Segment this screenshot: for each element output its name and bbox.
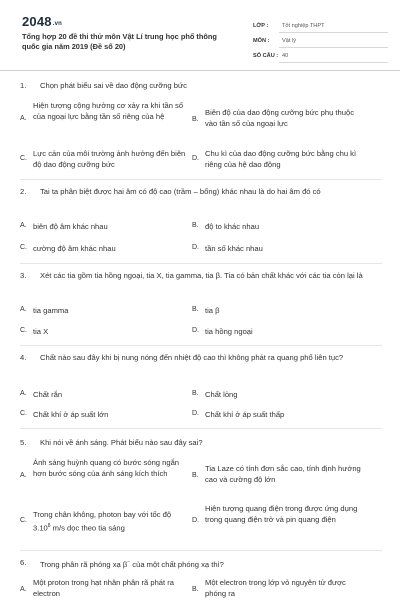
question-stem: [20, 437, 382, 448]
option-3c[interactable]: [20, 327, 190, 339]
option-text: tia X: [33, 327, 49, 336]
question-3: [20, 270, 382, 281]
question-number: 1.: [20, 81, 27, 90]
meta-subject-value: Vật lý: [282, 38, 296, 44]
question-stem: [20, 186, 382, 197]
option-letter: C.: [20, 155, 27, 162]
option-text-part: m/s dọc theo tia sáng: [50, 523, 125, 533]
question-divider: [20, 345, 382, 346]
option-letter: B.: [192, 472, 199, 479]
option-text: [33, 510, 190, 534]
option-text: biên độ âm khác nhau: [33, 222, 108, 231]
option-letter: D.: [192, 410, 199, 417]
option-4c[interactable]: [20, 410, 190, 422]
option-letter: B.: [192, 586, 199, 593]
option-4a[interactable]: [20, 390, 190, 402]
logo-suffix: .vn: [52, 21, 63, 27]
option-letter: B.: [192, 306, 199, 313]
question-6: [20, 557, 382, 570]
meta-underline: [279, 62, 388, 63]
option-letter: D.: [192, 155, 199, 162]
question-divider: [20, 550, 382, 551]
question-2: [20, 186, 382, 197]
question-number: 2.: [20, 187, 27, 196]
option-text: Tia Laze có tính đơn sắc cao, tính định hướng cao và cường độ lớn: [205, 464, 361, 484]
meta-subject-label: MÔN :: [253, 38, 270, 44]
document-header: [22, 10, 382, 70]
option-letter: B.: [192, 390, 199, 397]
site-logo[interactable]: [22, 14, 62, 29]
option-text: Lực cản của môi trường ảnh hưởng đến biên độ dao động cưỡng bức: [33, 149, 186, 169]
exam-title: Tổng hợp 20 đề thi thử môn Vật Lí trung học phổ thông quốc gia năm 2019 (Đề số 20): [22, 32, 217, 51]
option-text: Một proton trong hạt nhân phân rã phát ra electron: [33, 578, 175, 598]
option-2a[interactable]: [20, 222, 190, 234]
option-5d[interactable]: [192, 504, 362, 540]
meta-class-value: Tốt nghiệp THPT: [282, 23, 325, 29]
exam-meta: [253, 20, 388, 65]
option-2c[interactable]: [20, 244, 190, 256]
option-4b[interactable]: [192, 390, 362, 402]
meta-count: [253, 50, 388, 65]
option-letter: A.: [20, 306, 27, 313]
option-text: tần số khác nhau: [205, 244, 263, 253]
option-letter: B.: [192, 222, 199, 229]
option-letter: B.: [192, 116, 199, 123]
question-text: Chất nào sau đây khi bị nung nóng đến nhiệt độ cao thì không phát ra quang phổ liên tục?: [40, 353, 344, 362]
option-letter: D.: [192, 327, 199, 334]
option-text: Hiện tượng cộng hưởng cơ xảy ra khi tần số của ngoại lực bằng tần số riêng của hệ: [33, 101, 184, 121]
option-letter: C.: [20, 327, 27, 334]
option-2d[interactable]: [192, 244, 362, 256]
question-1: [20, 80, 382, 91]
option-text: Ánh sáng huỳnh quang có bước sóng ngắn hơn bước sóng của ánh sáng kích thích: [33, 458, 180, 478]
option-letter: C.: [20, 410, 27, 417]
header-divider: [0, 70, 400, 71]
question-5: [20, 437, 382, 448]
option-letter: A.: [20, 222, 27, 229]
superscript: −: [127, 559, 131, 565]
option-text: tia gamma: [33, 306, 69, 315]
superscript: 8: [47, 522, 51, 529]
question-divider: [20, 263, 382, 264]
question-text: Khi nói về ánh sáng. Phát biểu nào sau đây sai?: [40, 438, 203, 447]
option-text: Hiện tượng quang điện trong được ứng dụng trong quang điện trở và pin quang điện: [205, 504, 358, 524]
logo-main: 2048: [22, 14, 52, 29]
option-letter: A.: [20, 115, 27, 122]
option-text: Chất lỏng: [205, 390, 238, 399]
option-letter: D.: [192, 517, 199, 524]
option-letter: D.: [192, 244, 199, 251]
option-2b[interactable]: [192, 222, 362, 234]
question-text: Xét các tia gồm tia hồng ngoại, tia X, tia gamma, tia β. Tia có bản chất khác với các tia còn lại là: [40, 271, 363, 280]
question-divider: [20, 179, 382, 180]
option-3d[interactable]: [192, 327, 362, 339]
option-letter: C.: [20, 517, 27, 524]
question-stem: [20, 270, 382, 281]
meta-count-label: SỐ CÂU :: [253, 53, 279, 59]
question-stem: [20, 352, 382, 363]
option-letter: A.: [20, 586, 27, 593]
option-letter: C.: [20, 244, 27, 251]
option-1b[interactable]: [192, 108, 362, 132]
option-5c[interactable]: [20, 510, 190, 534]
question-number: 4.: [20, 353, 27, 362]
option-text: tia β: [205, 306, 220, 315]
question-4: [20, 352, 382, 363]
question-text-part: của một chất phóng xạ thì?: [130, 559, 224, 569]
option-6a[interactable]: [20, 578, 190, 600]
question-text: Chọn phát biểu sai về dao động cưỡng bức: [40, 81, 187, 90]
option-text-part: Trong chân không, photon bay với tốc độ 3.10: [33, 510, 172, 533]
meta-underline: [279, 32, 388, 33]
option-text: độ to khác nhau: [205, 222, 260, 231]
option-text: Chất khí ở áp suất lớn: [33, 410, 109, 419]
question-text-part: Trong phân rã phóng xạ β: [40, 559, 128, 569]
option-5b[interactable]: [192, 464, 362, 488]
question-text: [40, 560, 224, 569]
option-6b[interactable]: [192, 578, 362, 600]
meta-count-value: 40: [282, 53, 289, 59]
option-1c[interactable]: [20, 149, 190, 173]
meta-class: [253, 20, 388, 35]
meta-subject: [253, 35, 388, 50]
option-text: tia hồng ngoại: [205, 327, 253, 336]
option-1a[interactable]: [20, 101, 190, 137]
question-number: 6.: [20, 558, 27, 567]
option-3a[interactable]: [20, 306, 190, 318]
option-3b[interactable]: [192, 306, 362, 318]
option-5a[interactable]: [20, 458, 190, 494]
option-text: Một electron trong lớp vỏ nguyên tử được phóng ra: [205, 578, 346, 598]
option-text: Biên độ của dao động cưỡng bức phụ thuộc vào tần số của ngoại lực: [205, 108, 354, 128]
option-text: Chất rắn: [33, 390, 63, 399]
question-number: 3.: [20, 271, 27, 280]
option-4d[interactable]: [192, 410, 362, 422]
option-letter: A.: [20, 390, 27, 397]
question-number: 5.: [20, 438, 27, 447]
option-letter: A.: [20, 472, 27, 479]
option-1d[interactable]: [192, 149, 362, 173]
question-text: Tai ta phân biệt được hai âm có độ cao (trầm – bổng) khác nhau là do hai âm đó có: [40, 187, 321, 196]
option-text: Chu kì của dao động cưỡng bức bằng chu kì riêng của hệ dao động: [205, 149, 357, 169]
option-text: cường độ âm khác nhau: [33, 244, 116, 253]
question-divider: [20, 428, 382, 429]
meta-underline: [279, 47, 388, 48]
option-text: Chất khí ở áp suất thấp: [205, 410, 285, 419]
question-stem: [20, 557, 382, 570]
meta-class-label: LỚP :: [253, 23, 269, 29]
question-stem: [20, 80, 382, 91]
